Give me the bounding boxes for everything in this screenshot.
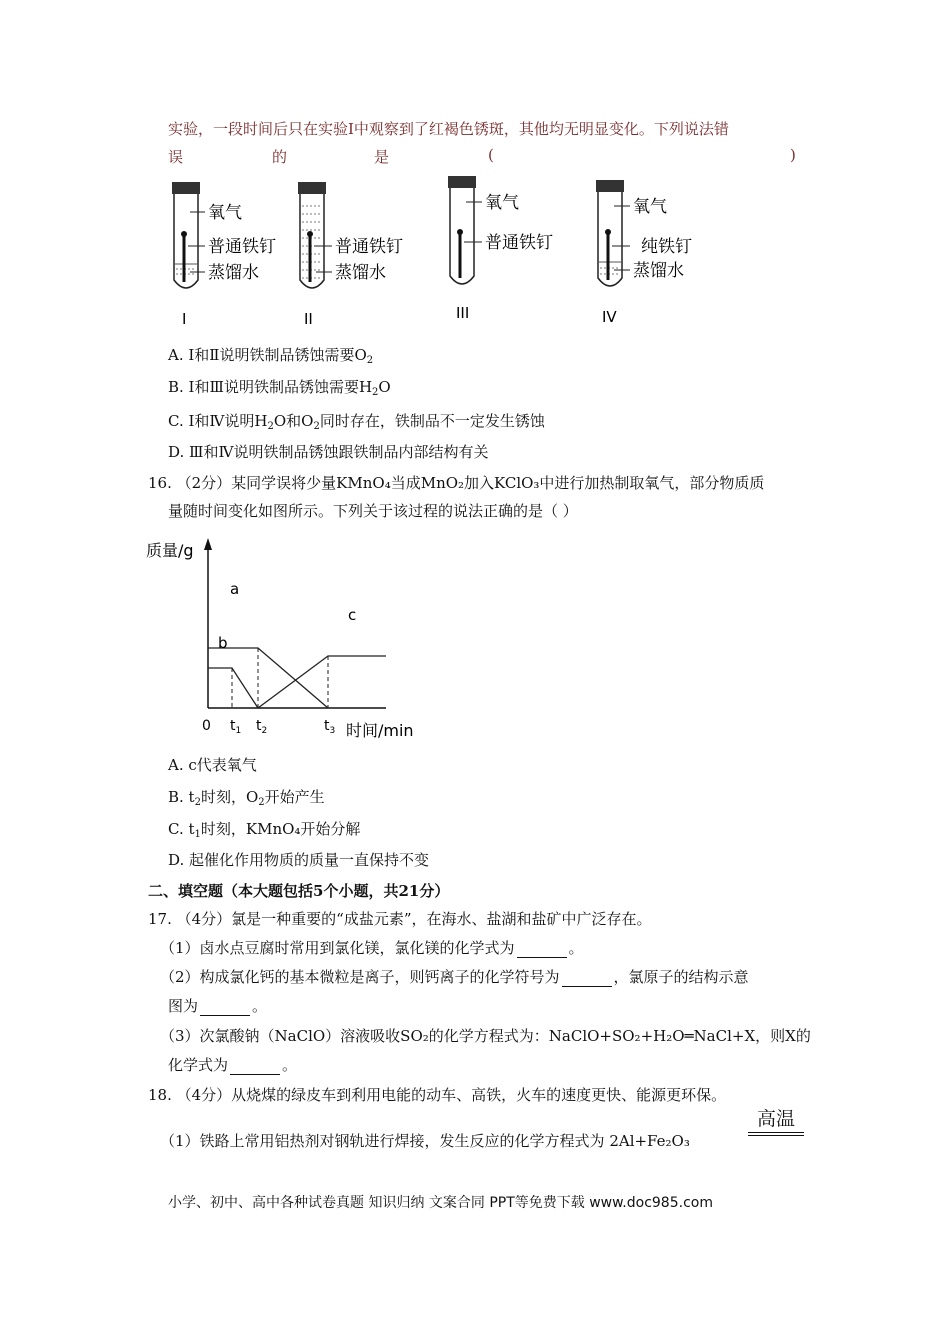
q15-intro-paren-close: ) — [790, 146, 796, 164]
q17-part2-blank1[interactable] — [562, 972, 612, 987]
tube-4-label-mid: 纯铁钉 — [641, 237, 692, 257]
tube-3-label-top: 氧气 — [485, 193, 519, 213]
tube-4 — [596, 180, 692, 326]
q16-option-c — [168, 818, 360, 839]
q17-part2-end: 。 — [252, 997, 268, 1015]
q15-option-c-sub2: 2 — [313, 421, 320, 432]
q15-option-b — [168, 376, 391, 397]
q16-stem-line2: 量随时间变化如图所示。下列关于该过程的说法正确的是（ ） — [168, 502, 578, 520]
tube-2-label-mid: 普通铁钉 — [335, 237, 403, 257]
tube-3-label-mid: 普通铁钉 — [485, 233, 553, 253]
q15-intro-w1: 误 — [168, 148, 184, 166]
q15-option-c — [168, 410, 545, 431]
q17-part1-blank[interactable] — [517, 943, 567, 958]
q17-part3-blank[interactable] — [230, 1060, 280, 1075]
q16-option-b-text: B. t — [168, 788, 195, 806]
tube-1-label-top: 氧气 — [208, 203, 242, 223]
q17-part3-cont — [168, 1054, 297, 1075]
q15-intro-paren-open: ( — [488, 146, 494, 164]
chart-xlabel: 时间/min — [346, 721, 414, 740]
q17-part3: （3）次氯酸钠（NaClO）溶液吸收SO₂的化学方程式为：NaClO+SO₂+H₂O═NaCl+X，则X的 — [160, 1027, 811, 1045]
chart-ylabel: 质量/g — [146, 541, 194, 560]
q17-part1-end: 。 — [568, 939, 584, 957]
q15-option-b-post: O — [378, 378, 391, 396]
q16-option-c-sub: 1 — [194, 829, 201, 840]
q17-part1 — [160, 937, 584, 958]
q15-option-b-sub: 2 — [372, 387, 379, 398]
q18-condition-text: 高温 — [756, 1108, 795, 1130]
q16-option-b-sub2: 2 — [258, 797, 265, 808]
q15-option-d: D. Ⅲ和Ⅳ说明铁制品锈蚀跟铁制品内部结构有关 — [168, 443, 489, 461]
q15-intro-w2: 的 — [272, 148, 288, 166]
tube-2-label-bot: 蒸馏水 — [335, 263, 386, 283]
q15-option-c-mid: O和O — [273, 412, 314, 430]
q16-option-a: A. c代表氧气 — [168, 756, 257, 774]
series-line-b — [208, 668, 258, 708]
q15-option-c-sub: 2 — [267, 421, 274, 432]
q15-option-b-text: B. Ⅰ和Ⅲ说明铁制品锈蚀需要H — [168, 378, 373, 396]
q18-condition — [748, 1108, 804, 1136]
x-tick-0: 0 — [202, 718, 211, 734]
page-footer: 小学、初中、高中各种试卷真题 知识归纳 文案合同 PPT等免费下载 www.doc985.com — [168, 1195, 713, 1211]
q15-option-a-sub: 2 — [366, 355, 374, 366]
tube-4-roman: IV — [602, 308, 617, 326]
q17-part2-text3: 图为 — [168, 997, 199, 1015]
q18-stem: 18. （4分）从烧煤的绿皮车到利用电能的动车、高铁，火车的速度更快、能源更环保。 — [148, 1086, 727, 1104]
y-axis-arrow — [204, 538, 212, 550]
q16-option-b-sub: 2 — [194, 797, 201, 808]
q17-stem: 17. （4分）氯是一种重要的“成盐元素”，在海水、盐湖和盐矿中广泛存在。 — [148, 910, 652, 928]
tube-4-label-top: 氧气 — [633, 197, 667, 217]
q15-option-c-post: 同时存在，铁制品不一定发生锈蚀 — [319, 412, 545, 430]
tube-2 — [298, 182, 403, 328]
q17-part2-text: （2）构成氯化钙的基本微粒是离子，则钙离子的化学符号为 — [160, 968, 560, 986]
q15-intro-line1: 实验，一段时间后只在实验Ⅰ中观察到了红褐色锈斑，其他均无明显变化。下列说法错 — [168, 120, 729, 138]
series-line-a — [208, 648, 328, 708]
q15-intro-w3: 是 — [374, 148, 390, 166]
x-tick-t2: $t_2$ — [256, 718, 268, 736]
q17-part2-blank2[interactable] — [200, 1001, 250, 1016]
q16-option-c-text: C. t — [168, 820, 195, 838]
q15-option-a-text: A. Ⅰ和Ⅱ说明铁制品锈蚀需要O — [168, 346, 367, 364]
q17-part3-end: 。 — [282, 1056, 298, 1074]
series-label-a: a — [230, 580, 240, 598]
q16-option-b-post: 开始产生 — [264, 788, 325, 806]
q17-part2 — [160, 966, 749, 987]
q15-option-a — [168, 344, 373, 365]
tube-1 — [172, 182, 276, 328]
series-label-c: c — [348, 606, 357, 624]
tube-4-label-bot: 蒸馏水 — [633, 261, 684, 281]
q17-part3-text: 化学式为 — [168, 1056, 229, 1074]
tube-1-roman: I — [182, 310, 187, 328]
tube-3-roman: III — [456, 304, 470, 322]
section2-title: 二、填空题（本大题包括5个小题，共21分） — [148, 882, 450, 900]
q17-part2-cont — [168, 995, 267, 1016]
q17-part1-text: （1）卤水点豆腐时常用到氯化镁，氯化镁的化学式为 — [160, 939, 515, 957]
q16-option-c-post: 时刻，KMnO₄开始分解 — [200, 820, 361, 838]
mass-time-chart — [140, 530, 430, 750]
q16-stem-line1: 16. （2分）某同学误将少量KMnO₄当成MnO₂加入KClO₃中进行加热制取氧气，部分物质质 — [148, 474, 765, 492]
q16-option-b — [168, 786, 325, 807]
tube-1-label-bot: 蒸馏水 — [208, 263, 259, 283]
q16-option-b-mid: 时刻，O — [200, 788, 259, 806]
x-tick-t3: $t_3$ — [324, 718, 336, 736]
tube-3 — [448, 176, 553, 322]
tube-2-roman: II — [304, 310, 313, 328]
q18-condition-bar — [748, 1132, 804, 1136]
test-tubes-diagram — [160, 172, 720, 332]
x-tick-t1: $t_1$ — [230, 718, 242, 736]
tube-1-label-mid: 普通铁钉 — [208, 237, 276, 257]
q16-option-d: D. 起催化作用物质的质量一直保持不变 — [168, 851, 430, 869]
q17-part2-text2: ，氯原子的结构示意 — [613, 968, 749, 986]
series-label-b: b — [218, 634, 228, 652]
q15-option-c-text: C. Ⅰ和Ⅳ说明H — [168, 412, 268, 430]
q18-part1: （1）铁路上常用铝热剂对钢轨进行焊接，发生反应的化学方程式为 2Al+Fe₂O₃ — [160, 1132, 690, 1150]
